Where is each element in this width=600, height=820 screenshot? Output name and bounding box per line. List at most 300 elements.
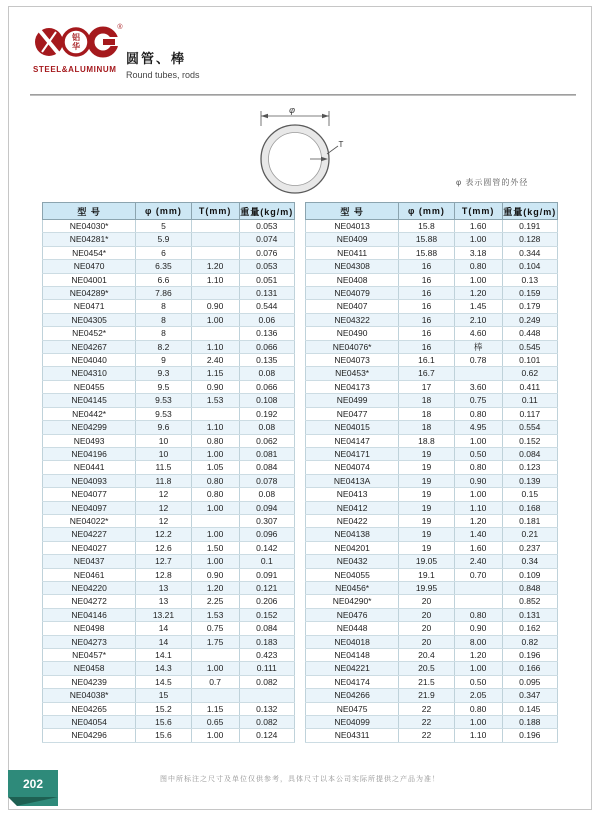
- table-row: [43, 595, 295, 608]
- table-row: [43, 608, 295, 621]
- table-cell: 1.00: [191, 501, 239, 514]
- page-title: [126, 48, 200, 80]
- table-row: [306, 608, 558, 621]
- table-cell: NE04027: [43, 541, 136, 554]
- table-cell: NE04220: [43, 581, 136, 594]
- spec-table-left: [42, 202, 295, 743]
- table-cell: NE04079: [306, 287, 399, 300]
- table-cell: 0.142: [239, 541, 294, 554]
- table-cell: 16: [399, 273, 454, 286]
- table-row: [306, 514, 558, 527]
- table-cell: NE0471: [43, 300, 136, 313]
- table-cell: 8: [136, 327, 191, 340]
- table-cell: NE04239: [43, 675, 136, 688]
- table-cell: [191, 233, 239, 246]
- table-cell: 19.1: [399, 568, 454, 581]
- table-cell: 0.80: [454, 461, 502, 474]
- table-cell: NE0453*: [306, 367, 399, 380]
- table-cell: NE0409: [306, 233, 399, 246]
- table-cell: [454, 367, 502, 380]
- table-cell: NE04055: [306, 568, 399, 581]
- table-row: [306, 300, 558, 313]
- table-cell: 18: [399, 394, 454, 407]
- table-cell: 1.05: [191, 461, 239, 474]
- table-cell: 20.4: [399, 649, 454, 662]
- table-row: [43, 421, 295, 434]
- table-cell: 8: [136, 313, 191, 326]
- table-cell: 0.091: [239, 568, 294, 581]
- table-cell: 20: [399, 622, 454, 635]
- table-cell: 0.082: [239, 675, 294, 688]
- table-cell: 14.1: [136, 649, 191, 662]
- table-row: [43, 407, 295, 420]
- table-row: [306, 528, 558, 541]
- table-cell: 0.183: [239, 635, 294, 648]
- table-cell: 0.136: [239, 327, 294, 340]
- table-row: [306, 394, 558, 407]
- table-row: [306, 649, 558, 662]
- table-cell: NE04227: [43, 528, 136, 541]
- table-cell: 16: [399, 260, 454, 273]
- table-cell: NE04267: [43, 340, 136, 353]
- table-cell: NE0477: [306, 407, 399, 420]
- table-cell: 15.88: [399, 233, 454, 246]
- table-row: [43, 689, 295, 702]
- table-cell: 1.20: [454, 287, 502, 300]
- table-cell: 0.78: [454, 354, 502, 367]
- table-cell: 0.082: [239, 716, 294, 729]
- table-cell: NE0455: [43, 380, 136, 393]
- table-cell: 0.084: [239, 622, 294, 635]
- table-cell: 1.00: [191, 447, 239, 460]
- table-row: [43, 581, 295, 594]
- table-cell: 0.168: [502, 501, 557, 514]
- table-header: [306, 203, 558, 220]
- table-cell: NE04299: [43, 421, 136, 434]
- table-cell: 0.06: [239, 313, 294, 326]
- table-row: [306, 313, 558, 326]
- table-cell: 0.206: [239, 595, 294, 608]
- table-cell: NE0476: [306, 608, 399, 621]
- table-cell: 8.00: [454, 635, 502, 648]
- table-cell: 21.5: [399, 675, 454, 688]
- table-cell: 0.108: [239, 394, 294, 407]
- col-header-model: 型 号: [306, 203, 399, 220]
- table-cell: NE0442*: [43, 407, 136, 420]
- round-tube-table-left: [42, 202, 295, 743]
- table-cell: 0.80: [191, 488, 239, 501]
- table-cell: 1.20: [191, 581, 239, 594]
- table-cell: NE04322: [306, 313, 399, 326]
- table-cell: 11.8: [136, 474, 191, 487]
- table-cell: 11.5: [136, 461, 191, 474]
- table-cell: 19.95: [399, 581, 454, 594]
- table-cell: 1.53: [191, 394, 239, 407]
- table-row: [43, 340, 295, 353]
- table-row: [306, 367, 558, 380]
- table-row: [43, 233, 295, 246]
- table-cell: 16: [399, 340, 454, 353]
- table-cell: 14: [136, 635, 191, 648]
- round-tube-table-right: [305, 202, 558, 743]
- table-cell: NE04310: [43, 367, 136, 380]
- table-cell: 19: [399, 501, 454, 514]
- table-cell: 0.50: [454, 675, 502, 688]
- table-cell: 2.40: [454, 555, 502, 568]
- table-cell: 1.50: [191, 541, 239, 554]
- table-cell: 1.00: [454, 662, 502, 675]
- table-cell: 12: [136, 488, 191, 501]
- table-cell: 0.90: [191, 568, 239, 581]
- table-cell: 0.80: [191, 474, 239, 487]
- table-cell: 0.80: [454, 702, 502, 715]
- table-cell: 0.053: [239, 220, 294, 233]
- table-cell: NE04038*: [43, 689, 136, 702]
- table-cell: NE0475: [306, 702, 399, 715]
- table-cell: 0.192: [239, 407, 294, 420]
- table-row: [43, 300, 295, 313]
- table-cell: 14: [136, 622, 191, 635]
- table-cell: 1.10: [191, 421, 239, 434]
- table-cell: 0.411: [502, 380, 557, 393]
- table-cell: 0.162: [502, 622, 557, 635]
- table-cell: [191, 287, 239, 300]
- col-header-model: 型 号: [43, 203, 136, 220]
- table-cell: 0.65: [191, 716, 239, 729]
- table-cell: 0.135: [239, 354, 294, 367]
- table-cell: 12: [136, 501, 191, 514]
- table-cell: 13: [136, 595, 191, 608]
- table-cell: 0.101: [502, 354, 557, 367]
- table-row: [306, 260, 558, 273]
- table-row: [43, 380, 295, 393]
- table-cell: NE0448: [306, 622, 399, 635]
- table-cell: 0.62: [502, 367, 557, 380]
- table-row: [306, 568, 558, 581]
- table-cell: 22: [399, 716, 454, 729]
- table-cell: 1.00: [191, 313, 239, 326]
- table-cell: NE04173: [306, 380, 399, 393]
- table-row: [43, 273, 295, 286]
- table-cell: 0.117: [502, 407, 557, 420]
- table-cell: 15.6: [136, 729, 191, 742]
- table-cell: 1.00: [454, 488, 502, 501]
- table-row: [306, 421, 558, 434]
- table-cell: 0.152: [239, 608, 294, 621]
- table-cell: 2.25: [191, 595, 239, 608]
- table-cell: 0.852: [502, 595, 557, 608]
- table-cell: NE04308: [306, 260, 399, 273]
- table-row: [306, 220, 558, 233]
- table-cell: 0.051: [239, 273, 294, 286]
- table-row: [306, 635, 558, 648]
- table-cell: 0.80: [454, 260, 502, 273]
- table-row: [306, 474, 558, 487]
- table-cell: 0.80: [191, 434, 239, 447]
- table-row: [43, 354, 295, 367]
- table-cell: 0.80: [454, 608, 502, 621]
- table-cell: 1.20: [454, 514, 502, 527]
- table-header: [43, 203, 295, 220]
- table-cell: 0.90: [454, 474, 502, 487]
- table-row: [306, 622, 558, 635]
- table-cell: NE04221: [306, 662, 399, 675]
- table-cell: 3.60: [454, 380, 502, 393]
- table-cell: 10: [136, 434, 191, 447]
- table-cell: 0.50: [454, 447, 502, 460]
- table-cell: 15.2: [136, 702, 191, 715]
- table-cell: NE04054: [43, 716, 136, 729]
- table-cell: 1.10: [191, 340, 239, 353]
- table-cell: 12: [136, 514, 191, 527]
- table-cell: NE04018: [306, 635, 399, 648]
- col-header-diameter: φ (mm): [136, 203, 191, 220]
- table-cell: [454, 581, 502, 594]
- table-cell: 5.9: [136, 233, 191, 246]
- table-cell: 16: [399, 300, 454, 313]
- table-cell: [454, 595, 502, 608]
- col-header-thickness: T(mm): [454, 203, 502, 220]
- table-cell: 9.6: [136, 421, 191, 434]
- table-cell: 0.423: [239, 649, 294, 662]
- table-cell: 0.15: [502, 488, 557, 501]
- table-cell: 0.7: [191, 675, 239, 688]
- table-cell: 0.90: [454, 622, 502, 635]
- table-cell: 0.75: [454, 394, 502, 407]
- table-cell: 19: [399, 474, 454, 487]
- table-cell: [191, 220, 239, 233]
- title-english: Round tubes, rods: [126, 70, 200, 80]
- table-cell: 9.53: [136, 407, 191, 420]
- table-cell: [191, 689, 239, 702]
- table-cell: 19: [399, 488, 454, 501]
- table-cell: 22: [399, 702, 454, 715]
- table-cell: NE04015: [306, 421, 399, 434]
- logo-wordmark: STEEL&ALUMINUM: [33, 65, 117, 74]
- table-cell: 0.848: [502, 581, 557, 594]
- table-cell: 6: [136, 246, 191, 259]
- table-cell: 14.5: [136, 675, 191, 688]
- table-row: [306, 675, 558, 688]
- table-cell: 0.109: [502, 568, 557, 581]
- table-row: [306, 340, 558, 353]
- table-cell: 2.05: [454, 689, 502, 702]
- table-cell: NE04305: [43, 313, 136, 326]
- table-row: [43, 287, 295, 300]
- table-cell: 0.076: [239, 246, 294, 259]
- table-cell: NE04013: [306, 220, 399, 233]
- table-cell: 16.7: [399, 367, 454, 380]
- col-header-diameter: φ (mm): [399, 203, 454, 220]
- table-row: [43, 729, 295, 742]
- table-cell: 0.181: [502, 514, 557, 527]
- table-cell: 0.145: [502, 702, 557, 715]
- table-row: [306, 447, 558, 460]
- table-cell: NE04073: [306, 354, 399, 367]
- table-cell: NE04289*: [43, 287, 136, 300]
- table-cell: [191, 327, 239, 340]
- table-cell: NE04281*: [43, 233, 136, 246]
- table-cell: NE0412: [306, 501, 399, 514]
- table-cell: 0.131: [239, 287, 294, 300]
- table-cell: [191, 514, 239, 527]
- table-cell: 0.1: [239, 555, 294, 568]
- table-cell: NE0422: [306, 514, 399, 527]
- registered-mark: ®: [117, 24, 123, 31]
- table-cell: 0.237: [502, 541, 557, 554]
- table-cell: 2.40: [191, 354, 239, 367]
- table-cell: 9.3: [136, 367, 191, 380]
- table-cell: NE0411: [306, 246, 399, 259]
- table-cell: 1.00: [191, 528, 239, 541]
- table-cell: 0.084: [239, 461, 294, 474]
- table-cell: 1.10: [191, 273, 239, 286]
- table-cell: NE04138: [306, 528, 399, 541]
- table-cell: 0.08: [239, 367, 294, 380]
- table-cell: 22: [399, 729, 454, 742]
- table-cell: 13.21: [136, 608, 191, 621]
- table-cell: NE04030*: [43, 220, 136, 233]
- title-chinese: 圆管、棒: [126, 51, 187, 66]
- table-cell: 9.53: [136, 394, 191, 407]
- table-cell: 19: [399, 461, 454, 474]
- table-row: [43, 461, 295, 474]
- col-header-weight: 重量(kg/m): [502, 203, 557, 220]
- table-cell: 0.80: [454, 407, 502, 420]
- table-cell: NE0490: [306, 327, 399, 340]
- table-cell: NE04093: [43, 474, 136, 487]
- table-cell: NE04146: [43, 608, 136, 621]
- table-cell: 0.053: [239, 260, 294, 273]
- table-cell: 0.249: [502, 313, 557, 326]
- table-cell: NE04171: [306, 447, 399, 460]
- table-cell: 0.159: [502, 287, 557, 300]
- table-cell: 10: [136, 447, 191, 460]
- table-row: [43, 220, 295, 233]
- table-cell: NE04296: [43, 729, 136, 742]
- table-cell: 0.081: [239, 447, 294, 460]
- table-cell: NE04174: [306, 675, 399, 688]
- page-number: 202: [22, 776, 44, 791]
- table-cell: 0.095: [502, 675, 557, 688]
- table-cell: 20: [399, 635, 454, 648]
- table-cell: NE0456*: [306, 581, 399, 594]
- table-cell: NE04272: [43, 595, 136, 608]
- table-cell: NE04076*: [306, 340, 399, 353]
- table-cell: NE04074: [306, 461, 399, 474]
- table-cell: NE0499: [306, 394, 399, 407]
- table-cell: 1.15: [191, 702, 239, 715]
- table-cell: 14.3: [136, 662, 191, 675]
- table-cell: 0.554: [502, 421, 557, 434]
- table-cell: NE0441: [43, 461, 136, 474]
- table-cell: NE04099: [306, 716, 399, 729]
- table-cell: 12.2: [136, 528, 191, 541]
- table-cell: 0.90: [191, 380, 239, 393]
- table-cell: NE0437: [43, 555, 136, 568]
- table-cell: 0.75: [191, 622, 239, 635]
- table-cell: 9: [136, 354, 191, 367]
- table-row: [306, 407, 558, 420]
- table-cell: 0.70: [454, 568, 502, 581]
- table-cell: 0.084: [502, 447, 557, 460]
- table-cell: NE04265: [43, 702, 136, 715]
- table-cell: 1.00: [191, 729, 239, 742]
- thickness-t-label: T: [338, 140, 344, 149]
- table-row: [306, 581, 558, 594]
- phi-note: φ 表示圆管的外径: [456, 178, 529, 187]
- table-cell: 19: [399, 447, 454, 460]
- table-row: [43, 474, 295, 487]
- table-cell: 15: [136, 689, 191, 702]
- table-cell: 20.5: [399, 662, 454, 675]
- table-row: [306, 488, 558, 501]
- table-cell: NE0413A: [306, 474, 399, 487]
- table-cell: 0.066: [239, 380, 294, 393]
- table-body-left: [43, 220, 295, 743]
- col-header-weight: 重量(kg/m): [239, 203, 294, 220]
- table-cell: NE0408: [306, 273, 399, 286]
- table-row: [306, 541, 558, 554]
- company-logo: [33, 20, 133, 74]
- table-row: [43, 367, 295, 380]
- table-cell: 0.191: [502, 220, 557, 233]
- table-row: [306, 233, 558, 246]
- table-cell: 0.08: [239, 421, 294, 434]
- svg-text:铝: 铝: [72, 33, 80, 42]
- table-cell: NE04148: [306, 649, 399, 662]
- table-row: [43, 246, 295, 259]
- table-row: [306, 246, 558, 259]
- phi-dimension-label: φ: [289, 105, 295, 115]
- table-cell: 0.096: [239, 528, 294, 541]
- table-body-right: [306, 220, 558, 743]
- table-cell: 1.60: [454, 220, 502, 233]
- table-cell: 1.10: [454, 729, 502, 742]
- table-cell: 1.15: [191, 367, 239, 380]
- table-cell: 0.21: [502, 528, 557, 541]
- table-cell: 3.18: [454, 246, 502, 259]
- tube-cross-section-diagram: [228, 102, 378, 198]
- table-cell: [191, 246, 239, 259]
- table-cell: 1.75: [191, 635, 239, 648]
- table-row: [43, 662, 295, 675]
- table-row: [43, 716, 295, 729]
- table-row: [306, 327, 558, 340]
- table-row: [306, 461, 558, 474]
- table-cell: 6.35: [136, 260, 191, 273]
- table-row: [306, 729, 558, 742]
- table-cell: 5: [136, 220, 191, 233]
- table-cell: [191, 649, 239, 662]
- table-cell: 0.066: [239, 340, 294, 353]
- table-row: [306, 595, 558, 608]
- table-row: [43, 675, 295, 688]
- table-cell: 4.60: [454, 327, 502, 340]
- table-row: [43, 327, 295, 340]
- table-cell: 8: [136, 300, 191, 313]
- table-cell: 0.90: [191, 300, 239, 313]
- table-cell: 15.8: [399, 220, 454, 233]
- table-cell: 棒: [454, 340, 502, 353]
- table-cell: 1.00: [191, 662, 239, 675]
- table-cell: NE04147: [306, 434, 399, 447]
- table-cell: 18.8: [399, 434, 454, 447]
- table-cell: 1.00: [454, 273, 502, 286]
- table-cell: NE0413: [306, 488, 399, 501]
- table-cell: 19: [399, 541, 454, 554]
- table-cell: 21.9: [399, 689, 454, 702]
